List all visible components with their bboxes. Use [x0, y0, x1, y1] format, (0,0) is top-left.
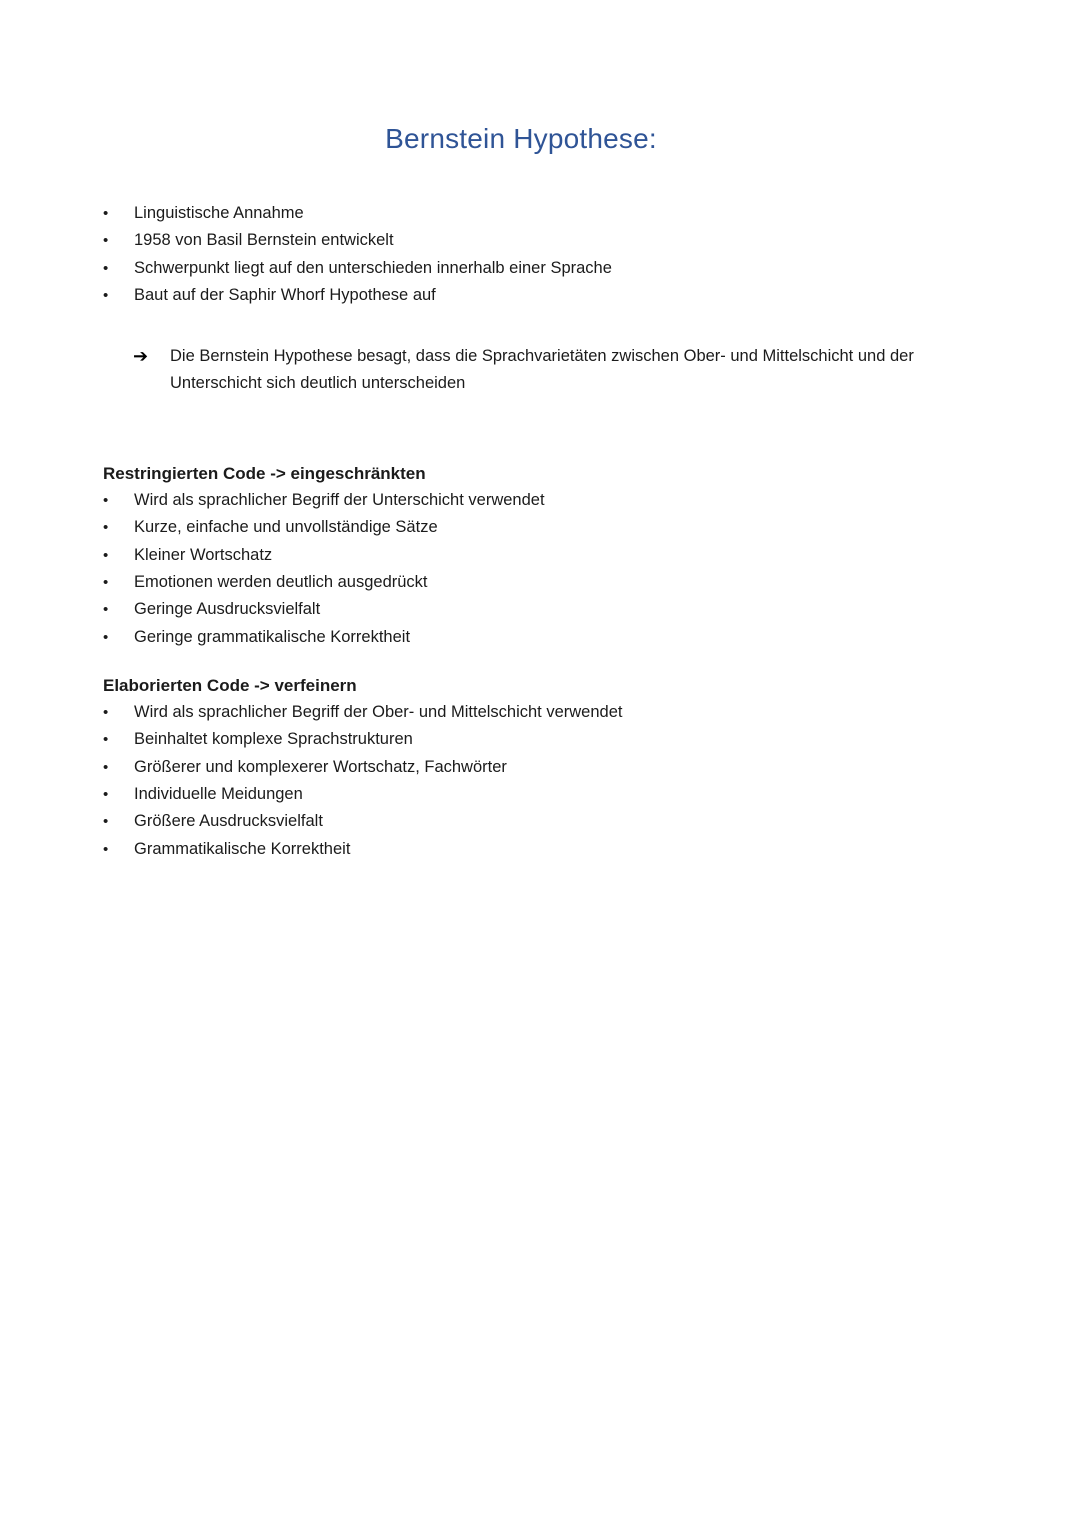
list-item	[103, 542, 958, 569]
list-item-text: Individuelle Meidungen	[134, 785, 303, 804]
bullet-icon: •	[103, 519, 109, 537]
list-item	[103, 596, 958, 623]
bullet-icon: •	[103, 573, 109, 591]
list-item-text: Wird als sprachlicher Begriff der Ober- und Mittelschicht verwendet	[134, 703, 623, 722]
list-item	[103, 282, 958, 309]
elaborierter-code-bullet-list	[103, 699, 958, 863]
list-item-text: Geringe grammatikalische Korrektheit	[134, 627, 411, 646]
list-item-text: Kleiner Wortschatz	[134, 545, 273, 564]
list-item	[103, 726, 958, 753]
list-item	[103, 699, 958, 726]
section-heading-restringierter-code: Restringierten Code -> eingeschränkten	[103, 463, 426, 483]
list-item-text: Größerer und komplexerer Wortschatz, Fachwörter	[134, 757, 507, 776]
restringierter-code-bullet-list	[103, 487, 958, 651]
list-item-text: Kurze, einfache und unvollständige Sätze	[134, 518, 438, 537]
bullet-icon: •	[103, 628, 109, 646]
list-item	[103, 836, 958, 863]
bullet-icon: •	[103, 601, 109, 619]
section-heading-elaborierter-code: Elaborierten Code -> verfeinern	[103, 675, 357, 695]
arrow-right-icon: ➔	[133, 346, 149, 367]
list-item	[103, 487, 958, 514]
bullet-icon: •	[103, 813, 109, 831]
list-item	[103, 255, 958, 282]
bullet-icon: •	[103, 704, 109, 722]
list-item	[103, 624, 958, 651]
list-item-text: Beinhaltet komplexe Sprachstrukturen	[134, 730, 413, 749]
list-item	[103, 754, 958, 781]
bullet-icon: •	[103, 259, 109, 277]
bullet-icon: •	[103, 205, 109, 222]
list-item-text: Wird als sprachlicher Begriff der Unterschicht verwendet	[134, 491, 545, 510]
list-item-text: Emotionen werden deutlich ausgedrückt	[134, 572, 428, 591]
arrow-note-text: Die Bernstein Hypothese besagt, dass die Sprachvarietäten zwischen Ober- und Mittelschicht und der Unterschicht sich deutlich unterscheiden	[170, 347, 914, 393]
bullet-icon: •	[103, 286, 109, 304]
list-item	[103, 781, 958, 808]
bullet-icon: •	[103, 546, 109, 564]
bullet-icon: •	[103, 840, 109, 858]
bullet-icon: •	[103, 492, 109, 510]
list-item	[103, 808, 958, 835]
bullet-icon: •	[103, 758, 109, 776]
list-item	[103, 514, 958, 541]
list-item-text: Schwerpunkt liegt auf den unterschieden innerhalb einer Sprache	[134, 258, 612, 277]
list-item-text: Geringe Ausdrucksvielfalt	[134, 600, 321, 619]
bullet-icon: •	[103, 731, 109, 749]
list-item	[103, 569, 958, 596]
list-item-text: Größere Ausdrucksvielfalt	[134, 812, 323, 831]
page-title: Bernstein Hypothese:	[385, 123, 657, 154]
bullet-icon: •	[103, 786, 109, 804]
list-item	[103, 200, 958, 227]
list-item-text: Grammatikalische Korrektheit	[134, 839, 351, 858]
list-item	[103, 227, 958, 254]
intro-bullet-list	[103, 200, 958, 309]
bullet-icon: •	[103, 232, 109, 250]
list-item-text: Linguistische Annahme	[134, 204, 304, 222]
list-item-text: 1958 von Basil Bernstein entwickelt	[134, 231, 394, 250]
list-item-text: Baut auf der Saphir Whorf Hypothese auf	[134, 285, 436, 304]
arrow-note	[133, 343, 958, 398]
